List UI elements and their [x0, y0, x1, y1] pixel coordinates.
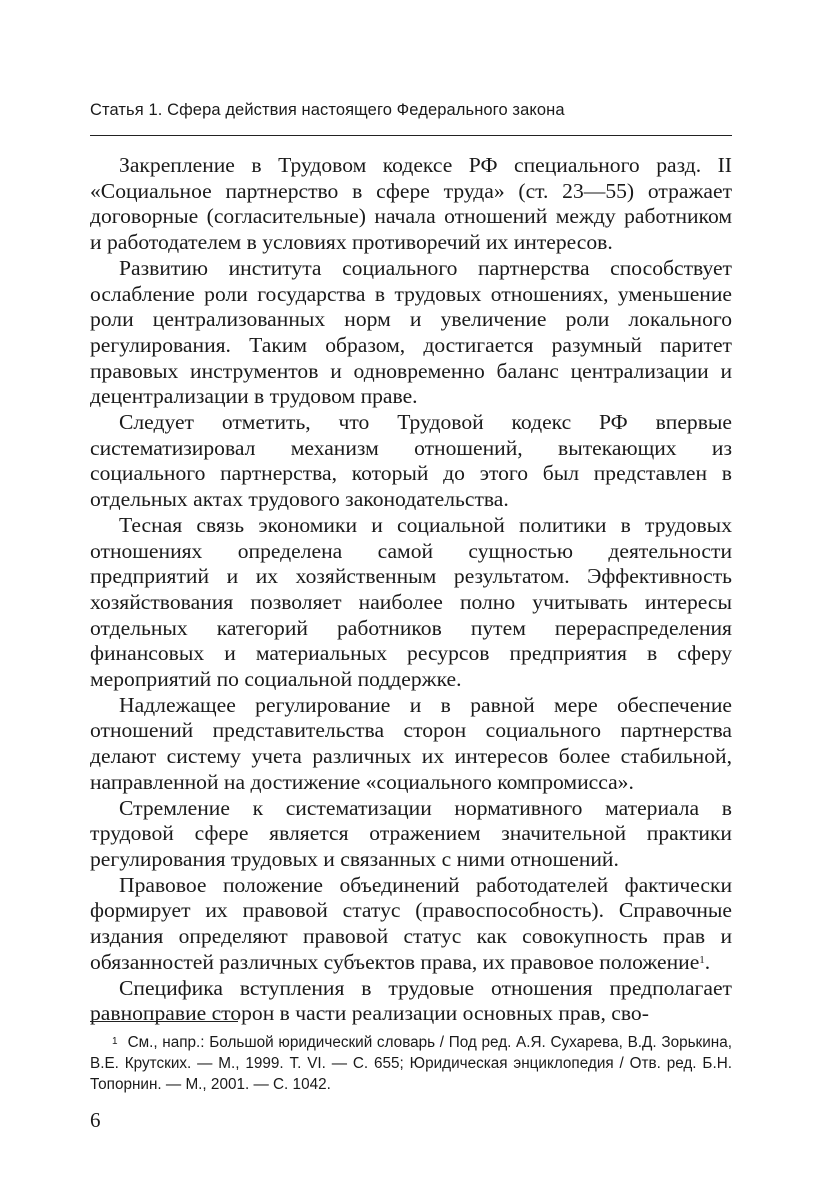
- paragraph: Закрепление в Трудовом кодексе РФ специального разд. II «Социальное партнерство в сфере труда» (ст. 23—55) отражает договорные (согласительные) начала отношений между работником и работодателем в условиях противоречий их интересов.: [90, 153, 732, 255]
- paragraph: Специфика вступления в трудовые отношения предполагает равноправие сторон в части реализации основных прав, сво-: [90, 975, 732, 1026]
- paragraph: Тесная связь экономики и социальной политики в трудовых отношениях определена самой сущностью деятельности предприятий и их хозяйственным результатом. Эффективность хозяйствования позволяет наиболее полно учитывать интересы отдельных категорий работников путем перераспределения финансовых и материальных ресурсов предприятия в сферу мероприятий по социальной поддержке.: [90, 512, 732, 692]
- body-text: [90, 153, 732, 1027]
- paragraph-with-footnote: Правовое положение объединений работодателей фактически формирует их правовой статус (правоспособность). Справочные издания определяют правовой статус как совокупность прав и обязанностей различных субъектов права, их правовое положение$^1$.: [90, 872, 732, 974]
- footnote-mark: 1: [112, 1036, 118, 1047]
- paragraph-text: Правовое положение объединений работодателей фактически формирует их правовой статус (правоспособность). Справочные издания определяют правовой статус как совокупность прав и обязанностей различных субъектов права, их правовое положение: [90, 872, 732, 974]
- paragraph: Стремление к систематизации нормативного материала в трудовой сфере является отражением значительной практики регулирования трудовых и связанных с ними отношений.: [90, 795, 732, 871]
- page-number: 6: [90, 1108, 101, 1132]
- footnote-text: См., напр.: Большой юридический словарь / Под ред. А.Я. Сухарева, В.Д. Зорькина, В.Е. Крутских. — М., 1999. Т. VI. — С. 655; Юридическая энциклопедия / Отв. ред. Б.Н. Топорнин. — М., 2001. — С. 1042.: [90, 1034, 732, 1093]
- footnote-reference: 1: [699, 953, 705, 966]
- footnote-divider: [90, 1021, 238, 1022]
- paragraph: Развитию института социального партнерства способствует ослабление роли государства в трудовых отношениях, уменьшение роли централизованных норм и увеличение роли локального регулирования. Таким образом, достигается разумный паритет правовых инструментов и одновременно баланс централизации и децентрализации в трудовом праве.: [90, 255, 732, 409]
- footnote: [90, 1032, 732, 1095]
- paragraph: Следует отметить, что Трудовой кодекс РФ впервые систематизировал механизм отношений, вытекающих из социального партнерства, который до этого был представлен в отдельных актах трудового законодательства.: [90, 410, 732, 512]
- header-divider: [90, 135, 732, 136]
- paragraph: Надлежащее регулирование и в равной мере обеспечение отношений представительства сторон социального партнерства делают систему учета различных их интересов более стабильной, направленной на достижение «социального компромисса».: [90, 692, 732, 794]
- running-header: Статья 1. Сфера действия настоящего Федерального закона: [90, 101, 565, 119]
